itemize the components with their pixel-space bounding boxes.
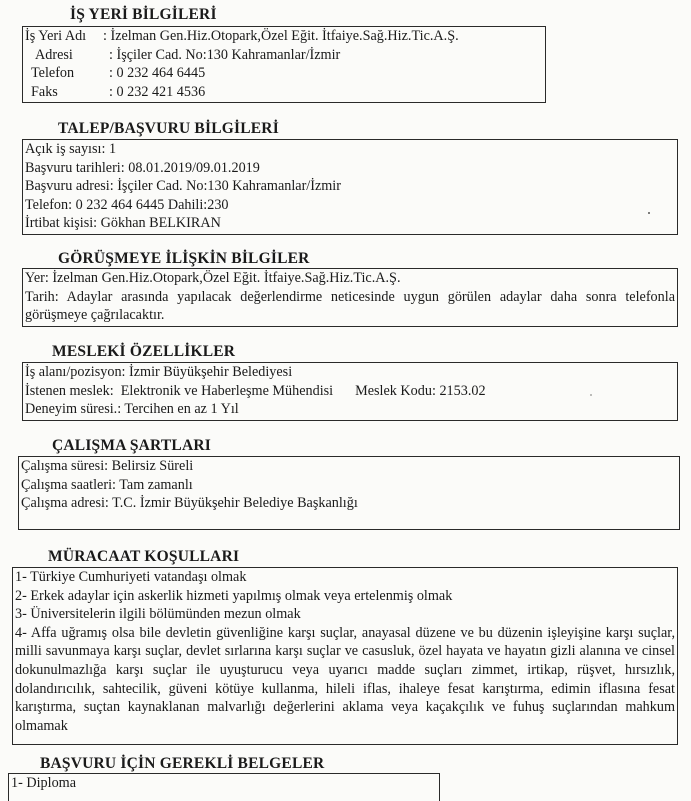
interview-date: Tarih: Adaylar arasında yapılacak değerlendirme neticesinde uygun görülen adaylar daha sonra telefonla görüşmeye çağrılacaktır. xyxy=(25,288,675,324)
application-address: Başvuru adresi: İşçiler Cad. No:130 Kahramanlar/İzmir xyxy=(25,178,341,195)
requirements-heading: MÜRACAAT KOŞULLARI xyxy=(48,548,240,565)
requirement-item-2: 2- Erkek adaylar için askerlik hizmeti yapılmış olmak veya ertelenmiş olmak xyxy=(15,587,453,604)
profession-experience: Deneyim süresi.: Tercihen en az 1 Yıl xyxy=(25,401,239,418)
profession-position: İş alanı/pozisyon: İzmir Büyükşehir Belediyesi xyxy=(25,364,293,380)
document-item-1: 1- Diploma xyxy=(11,775,77,791)
requirement-item-1: 1- Türkiye Cumhuriyeti vatandaşı olmak xyxy=(15,569,247,585)
workplace-row-address: Adresi : İşçiler Cad. No:130 Kahramanlar/İzmir xyxy=(35,46,341,63)
profession-desired-row xyxy=(25,382,675,401)
requirement-item-4: 4- Affa uğramış olsa bile devletin güvenliğine karşı suçlar, anayasal düzene ve bu düzenin işleyişine karşı suçlar, milli savunmaya karşı suçlar, devlet sırlarına karşı suçlar ve casusluk, özel hayata ve hayatın gizli alanına ve cinsel dokunulmazlığa karşı suçlar ile uyuşturucu veya uyarıcı madde suçları zimmet, irtikap, rüşvet, hırsızlık, dolandırıcılık, sahtecilik, güveni kötüye kullanma, hileli iflas, ihaleye fesat karıştırma, edimin iflasına fesat karıştırma, suçtan kaynaklanan malvarlığı değerlerini aklama veya kaçakçılık ve fuhuş suçlarından mahkum olmamak xyxy=(15,624,675,734)
profession-box xyxy=(22,362,678,421)
application-box xyxy=(22,139,678,235)
application-dates: Başvuru tarihleri: 08.01.2019/09.01.2019 xyxy=(25,159,260,176)
conditions-address: Çalışma adresi: T.C. İzmir Büyükşehir Belediye Başkanlığı xyxy=(21,495,358,512)
requirements-box xyxy=(12,567,678,745)
workplace-box xyxy=(22,26,546,103)
documents-heading: BAŞVURU İÇİN GEREKLİ BELGELER xyxy=(40,755,325,772)
requirement-item-3: 3- Üniversitelerin ilgili bölümünden mezun olmak xyxy=(15,606,301,623)
scan-speck xyxy=(648,212,650,214)
workplace-heading: İŞ YERİ BİLGİLERİ xyxy=(70,6,217,23)
conditions-duration: Çalışma süresi: Belirsiz Süreli xyxy=(21,458,194,474)
conditions-heading: ÇALIŞMA ŞARTLARI xyxy=(52,437,211,454)
profession-desired: İstenen meslek: Elektronik ve Haberleşme Mühendisi xyxy=(25,382,334,399)
interview-place: Yer: İzelman Gen.Hiz.Otopark,Özel Eğit. İtfaiye.Sağ.Hiz.Tic.A.Ş. xyxy=(25,270,401,286)
profession-code: Meslek Kodu: 2153.02 xyxy=(355,382,486,399)
scan-speck xyxy=(590,394,592,396)
workplace-row-fax: Faks : 0 232 421 4536 xyxy=(31,83,206,100)
conditions-box xyxy=(18,456,680,530)
application-phone: Telefon: 0 232 464 6445 Dahili:230 xyxy=(25,196,229,213)
conditions-hours: Çalışma saatleri: Tam zamanlı xyxy=(21,476,193,493)
interview-heading: GÖRÜŞMEYE İLİŞKİN BİLGİLER xyxy=(58,250,310,267)
workplace-row-name: İş Yeri Adı : İzelman Gen.Hiz.Otopark,Özel Eğit. İtfaiye.Sağ.Hiz.Tic.A.Ş. xyxy=(25,28,459,44)
documents-box xyxy=(8,773,440,801)
application-contact: İrtibat kişisi: Gökhan BELKIRAN xyxy=(25,215,221,232)
application-heading: TALEP/BAŞVURU BİLGİLERİ xyxy=(58,120,279,137)
interview-box xyxy=(22,268,678,327)
workplace-row-phone: Telefon : 0 232 464 6445 xyxy=(31,65,206,82)
application-open-positions: Açık iş sayısı: 1 xyxy=(25,141,117,157)
profession-heading: MESLEKİ ÖZELLİKLER xyxy=(52,343,236,360)
